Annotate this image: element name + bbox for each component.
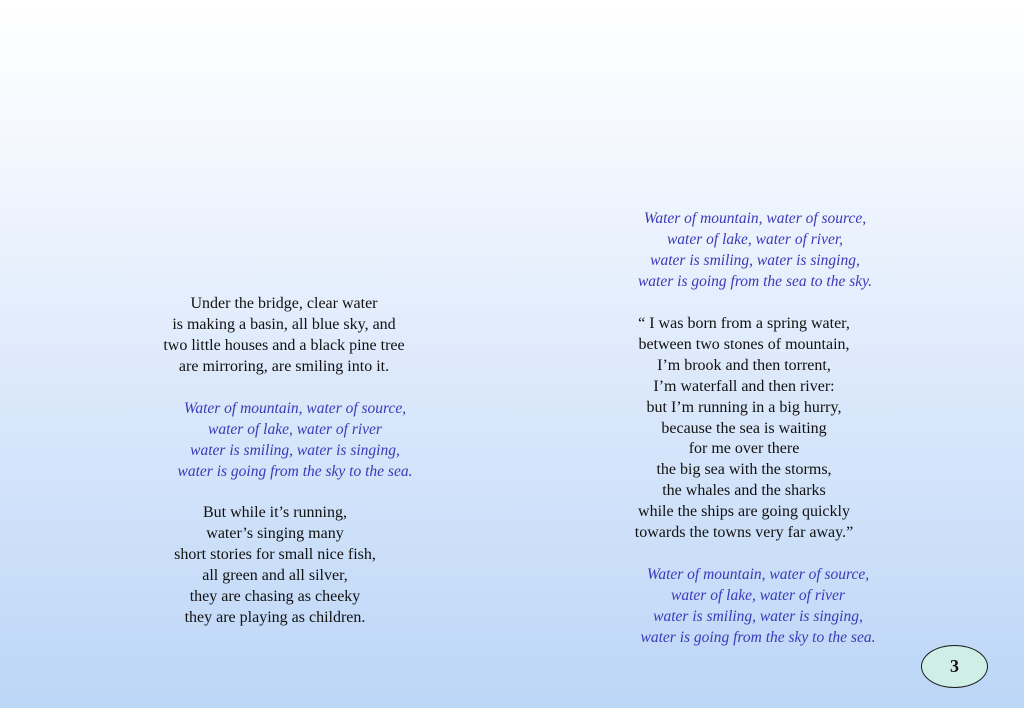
poem-line: towards the towns very far away.” <box>634 524 854 542</box>
poem-line: I’m brook and then torrent, <box>657 356 831 374</box>
right-refrain-top <box>605 209 905 293</box>
poem-line: the big sea with the storms, <box>656 461 832 479</box>
poem-line: I’m waterfall and then river: <box>653 377 835 395</box>
refrain-line: water is smiling, water is singing, <box>190 441 400 459</box>
poem-line: all green and all silver, <box>202 566 348 584</box>
refrain-line: water of lake, water of river, <box>666 230 844 248</box>
poem-line: But while it’s running, <box>203 504 347 521</box>
refrain-line: water is going from the sea to the sky. <box>637 272 873 290</box>
refrain-line: water of lake, water of river <box>671 586 845 604</box>
poem-line: while the ships are going quickly <box>638 503 850 521</box>
poem-line: because the sea is waiting <box>661 419 827 437</box>
poem-line: between two stones of mountain, <box>638 335 850 353</box>
right-refrain-bottom <box>608 565 908 649</box>
poem-line: two little houses and a black pine tree <box>163 336 405 354</box>
poem-line: Under the bridge, clear water <box>190 295 378 312</box>
page-number: 3 <box>950 656 959 676</box>
refrain-line: water is going from the sky to the sea. <box>177 462 413 480</box>
poem-line: water’s singing many <box>206 524 344 542</box>
poem-line: is making a basin, all blue sky, and <box>172 315 396 333</box>
refrain-line: Water of mountain, water of source, <box>183 400 407 417</box>
refrain-line: water is smiling, water is singing, <box>650 251 860 269</box>
left-stanza-1 <box>128 294 440 378</box>
refrain-line: Water of mountain, water of source, <box>643 210 867 227</box>
poem-line: the whales and the sharks <box>662 482 826 500</box>
refrain-line: water is smiling, water is singing, <box>653 607 863 625</box>
poem-line: but I’m running in a big hurry, <box>646 398 842 416</box>
poem-line: for me over there <box>688 440 800 458</box>
refrain-line: water is going from the sky to the sea. <box>640 628 876 646</box>
poem-line: they are playing as children. <box>184 608 366 626</box>
poem-line: “ I was born from a spring water, <box>638 315 850 332</box>
refrain-line: Water of mountain, water of source, <box>646 566 870 583</box>
poem-line: are mirroring, are smiling into it. <box>178 357 390 375</box>
left-refrain <box>145 399 445 483</box>
poem-line: they are chasing as cheeky <box>189 587 361 605</box>
refrain-line: water of lake, water of river <box>208 420 382 438</box>
page-number-badge <box>921 645 988 688</box>
left-stanza-2 <box>125 503 425 628</box>
poem-line: short stories for small nice fish, <box>174 545 376 563</box>
right-stanza <box>594 314 894 544</box>
